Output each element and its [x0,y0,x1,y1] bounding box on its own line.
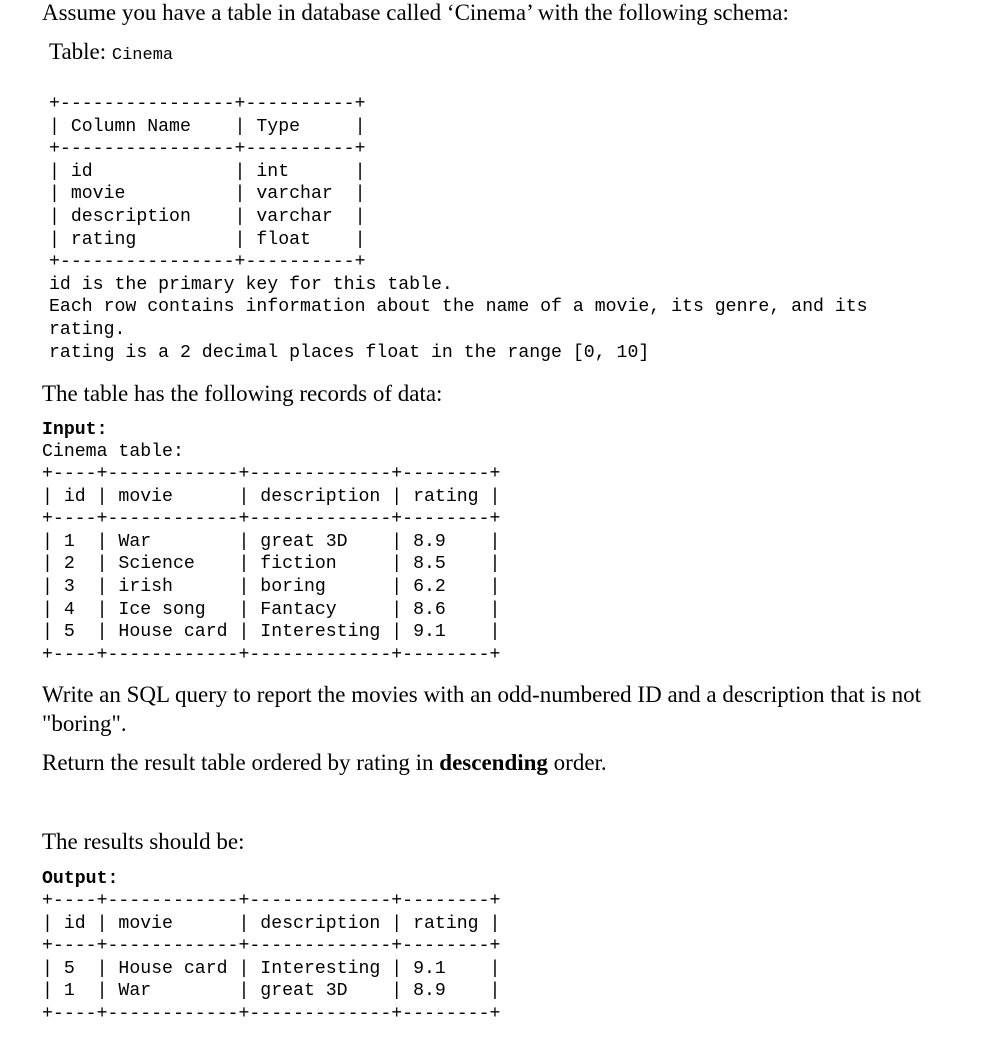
task-line-3-before: Return the result table ordered by rating in [42,750,440,775]
output-border-bottom: +----+------------+-------------+--------+ [42,1003,501,1024]
input-row: | 4 | Ice song | Fantacy | 8.6 | [42,599,501,620]
output-header: | id | movie | description | rating | [42,913,501,934]
schema-header: | Column Name | Type | [49,116,366,137]
table-name: Cinema [111,46,174,65]
input-table-caption: Cinema table: [42,442,184,462]
input-border-mid: +----+------------+-------------+--------+ [42,509,501,530]
input-row: | 1 | War | great 3D | 8.9 | [42,531,501,552]
input-table [42,463,500,666]
results-heading: The results should be: [42,829,245,854]
input-border-top: +----+------------+-------------+--------+ [42,464,501,484]
schema-note: id is the primary key for this table. [49,274,453,295]
schema-border-mid: +----------------+----------+ [49,139,366,160]
input-row: | 2 | Science | fiction | 8.5 | [42,554,501,575]
input-header: | id | movie | description | rating | [42,486,501,507]
records-heading: The table has the following records of data: [42,381,443,406]
output-row: | 5 | House card | Interesting | 9.1 | [42,958,501,979]
schema-row: | id | int | [49,161,366,182]
task-line-3-after: order. [547,750,607,775]
table-label [49,38,173,70]
schema-note: rating. [49,319,126,340]
task-line-2: "boring". [42,711,127,736]
output-row: | 1 | War | great 3D | 8.9 | [42,981,501,1002]
output-border-top: +----+------------+-------------+--------+ [42,891,501,911]
schema-border-top: +----------------+----------+ [49,94,366,114]
output-border-mid: +----+------------+-------------+--------+ [42,936,501,957]
task-line-3-bold: descending [439,750,548,775]
task-line-1: Write an SQL query to report the movies with an odd-numbered ID and a description that is not [42,682,922,707]
schema-row: | movie | varchar | [49,184,366,205]
schema-table [49,93,868,364]
input-border-bottom: +----+------------+-------------+--------+ [42,644,501,665]
schema-note: Each row contains information about the name of a movie, its genre, and its [49,297,868,318]
output-table [42,890,500,1026]
intro-text: Assume you have a table in database called ‘Cinema’ with the following schema: [42,0,789,25]
table-label-text: Table: [49,39,112,64]
output-label: Output: [42,869,119,889]
input-row: | 3 | irish | boring | 6.2 | [42,576,501,597]
schema-row: | description | varchar | [49,206,366,227]
task-line-3 [42,749,607,777]
schema-note: rating is a 2 decimal places float in the range [0, 10] [49,342,650,363]
input-row: | 5 | House card | Interesting | 9.1 | [42,622,501,643]
schema-row: | rating | float | [49,229,366,250]
input-label: Input: [42,420,108,440]
schema-border-bottom: +----------------+----------+ [49,252,366,273]
